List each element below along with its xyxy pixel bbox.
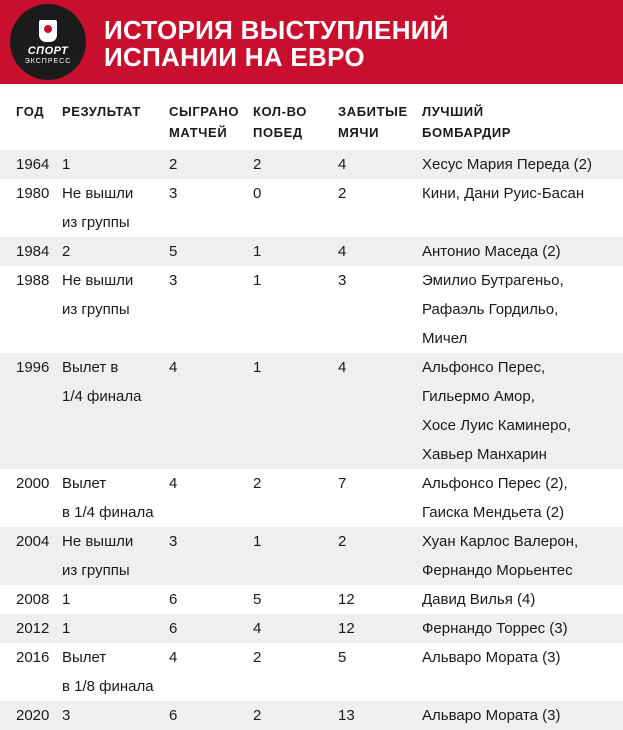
played-cell: 4 — [169, 475, 178, 492]
scorer-cell — [422, 150, 623, 179]
result-cell-line: из группы — [62, 562, 130, 579]
wins-cell: 1 — [253, 353, 338, 469]
result-cell — [62, 614, 169, 643]
result-cell-line: 1 — [62, 156, 71, 173]
goals-cell: 4 — [338, 237, 422, 266]
wins-cell: 2 — [253, 475, 262, 492]
goals-cell: 4 — [338, 353, 422, 469]
goals-cell: 5 — [338, 649, 347, 666]
table-header-row — [0, 84, 623, 150]
scorer-cell-line: Давид Вилья (4) — [422, 591, 536, 608]
scorer-cell — [422, 237, 623, 266]
result-cell-line: из группы — [62, 214, 130, 231]
scorer-cell-line: Антонио Маседа (2) — [422, 243, 561, 260]
result-cell — [62, 527, 169, 585]
year-cell: 2016 — [16, 649, 50, 666]
year-cell: 1980 — [16, 185, 50, 202]
scorer-cell — [422, 179, 623, 237]
header-label-line: ЗАБИТЫЕ — [338, 104, 408, 119]
result-cell-line: 1 — [62, 591, 71, 608]
table-row — [0, 353, 623, 469]
table-row — [0, 701, 623, 730]
euro-history-table — [0, 84, 623, 730]
result-cell — [62, 353, 169, 469]
header-label-line: ЛУЧШИЙ — [422, 104, 484, 119]
goals-cell: 4 — [338, 150, 422, 179]
scorer-cell-line: Альваро Мората (3) — [422, 707, 561, 724]
scorer-cell — [422, 643, 623, 701]
result-cell-line: Не вышли — [62, 533, 134, 550]
scorer-cell-line: Альваро Мората (3) — [422, 649, 561, 666]
page-title — [104, 17, 604, 71]
table-row — [0, 266, 623, 353]
result-cell-line: Не вышли — [62, 272, 134, 289]
goals-cell: 7 — [338, 475, 347, 492]
year-cell: 2012 — [0, 614, 62, 643]
played-cell: 2 — [169, 150, 253, 179]
played-cell: 4 — [169, 649, 178, 666]
result-cell-line: Вылет — [62, 649, 107, 666]
scorer-cell-line: Кини, Дани Руис-Басан — [422, 185, 585, 202]
scorer-cell-line: Альфонсо Перес (2), — [422, 475, 568, 492]
goals-cell: 3 — [338, 272, 347, 289]
scorer-cell — [422, 614, 623, 643]
wins-cell: 2 — [253, 701, 338, 730]
result-cell-line: из группы — [62, 301, 130, 318]
played-cell: 5 — [169, 237, 253, 266]
table-row — [0, 469, 623, 527]
year-cell: 2020 — [0, 701, 62, 730]
result-cell — [62, 237, 169, 266]
result-cell — [62, 266, 169, 353]
header-banner — [0, 0, 623, 84]
played-cell: 3 — [169, 185, 178, 202]
played-cell: 6 — [169, 591, 178, 608]
wins-cell: 2 — [253, 649, 262, 666]
year-cell: 1996 — [0, 353, 62, 469]
table-row — [0, 585, 623, 614]
scorer-cell-line: Альфонсо Перес, — [422, 359, 546, 376]
header-result — [62, 84, 169, 150]
sport-express-logo — [10, 4, 86, 80]
table-row — [0, 150, 623, 179]
table-row — [0, 237, 623, 266]
goals-cell: 2 — [338, 527, 422, 585]
result-cell-line: Вылет в — [62, 359, 119, 376]
scorer-cell-line: Хуан Карлос Валерон, — [422, 533, 579, 550]
result-cell-line: в 1/8 финала — [62, 678, 154, 695]
result-cell-line: 1 — [62, 620, 71, 637]
wins-cell: 0 — [253, 185, 262, 202]
logo-text-bottom: ЭКСПРЕСС — [24, 58, 72, 65]
table-body — [0, 150, 623, 730]
header-goals — [338, 84, 422, 150]
scorer-cell — [422, 527, 623, 585]
scorer-cell — [422, 585, 623, 614]
shield-icon — [39, 20, 57, 42]
year-cell: 1988 — [16, 272, 50, 289]
scorer-cell — [422, 266, 623, 353]
result-cell — [62, 150, 169, 179]
year-cell: 2000 — [16, 475, 50, 492]
year-cell: 2004 — [0, 527, 62, 585]
played-cell: 6 — [169, 614, 253, 643]
scorer-cell-line: Гильермо Амор, — [422, 388, 535, 405]
result-cell — [62, 643, 169, 701]
result-cell-line: 2 — [62, 243, 71, 260]
table-row — [0, 643, 623, 701]
scorer-cell — [422, 353, 623, 469]
year-cell: 1964 — [0, 150, 62, 179]
result-cell-line: 1/4 финала — [62, 388, 142, 405]
header-played — [169, 84, 253, 150]
scorer-cell-line: Фернандо Морьентес — [422, 562, 573, 579]
played-cell: 4 — [169, 353, 253, 469]
scorer-cell-line: Хесус Мария Переда (2) — [422, 156, 592, 173]
scorer-cell — [422, 469, 623, 527]
result-cell-line: 3 — [62, 707, 71, 724]
header-year — [0, 84, 62, 150]
result-cell — [62, 585, 169, 614]
result-cell-line: Не вышли — [62, 185, 134, 202]
goals-cell: 13 — [338, 701, 422, 730]
title-line-2: ИСПАНИИ НА ЕВРО — [104, 42, 365, 72]
table-row — [0, 527, 623, 585]
wins-cell: 5 — [253, 591, 262, 608]
scorer-cell-line: Хавьер Манхарин — [422, 446, 547, 463]
scorer-cell-line: Эмилио Бутрагеньо, — [422, 272, 564, 289]
header-wins — [253, 84, 338, 150]
scorer-cell-line: Хосе Луис Каминеро, — [422, 417, 571, 434]
result-cell — [62, 701, 169, 730]
wins-cell: 4 — [253, 614, 338, 643]
result-cell — [62, 469, 169, 527]
year-cell: 1984 — [0, 237, 62, 266]
scorer-cell-line: Гаиска Мендьета (2) — [422, 504, 565, 521]
title-line-1: ИСТОРИЯ ВЫСТУПЛЕНИЙ — [104, 15, 449, 45]
scorer-cell-line: Рафаэль Гордильо, — [422, 301, 559, 318]
table-row — [0, 179, 623, 237]
result-cell — [62, 179, 169, 237]
header-label-line: СЫГРАНО — [169, 104, 240, 119]
scorer-cell-line: Фернандо Торрес (3) — [422, 620, 568, 637]
scorer-cell — [422, 701, 623, 730]
wins-cell: 1 — [253, 527, 338, 585]
result-cell-line: в 1/4 финала — [62, 504, 154, 521]
header-label-line: РЕЗУЛЬТАТ — [62, 104, 141, 119]
result-cell-line: Вылет — [62, 475, 107, 492]
header-label-line: КОЛ-ВО — [253, 104, 307, 119]
played-cell: 3 — [169, 527, 253, 585]
header-label-line: МАТЧЕЙ — [169, 125, 228, 140]
wins-cell: 2 — [253, 150, 338, 179]
wins-cell: 1 — [253, 272, 262, 289]
header-label-line: БОМБАРДИР — [422, 125, 512, 140]
wins-cell: 1 — [253, 237, 338, 266]
header-scorer — [422, 84, 623, 150]
played-cell: 6 — [169, 701, 253, 730]
table-row — [0, 614, 623, 643]
played-cell: 3 — [169, 272, 178, 289]
logo-text-top: СПОРТ — [27, 45, 69, 57]
header-label-line: МЯЧИ — [338, 125, 380, 140]
goals-cell: 12 — [338, 614, 422, 643]
year-cell: 2008 — [16, 591, 50, 608]
scorer-cell-line: Мичел — [422, 330, 468, 347]
header-label-line: ГОД — [16, 104, 45, 119]
header-label-line: ПОБЕД — [253, 125, 303, 140]
goals-cell: 12 — [338, 591, 355, 608]
goals-cell: 2 — [338, 185, 347, 202]
